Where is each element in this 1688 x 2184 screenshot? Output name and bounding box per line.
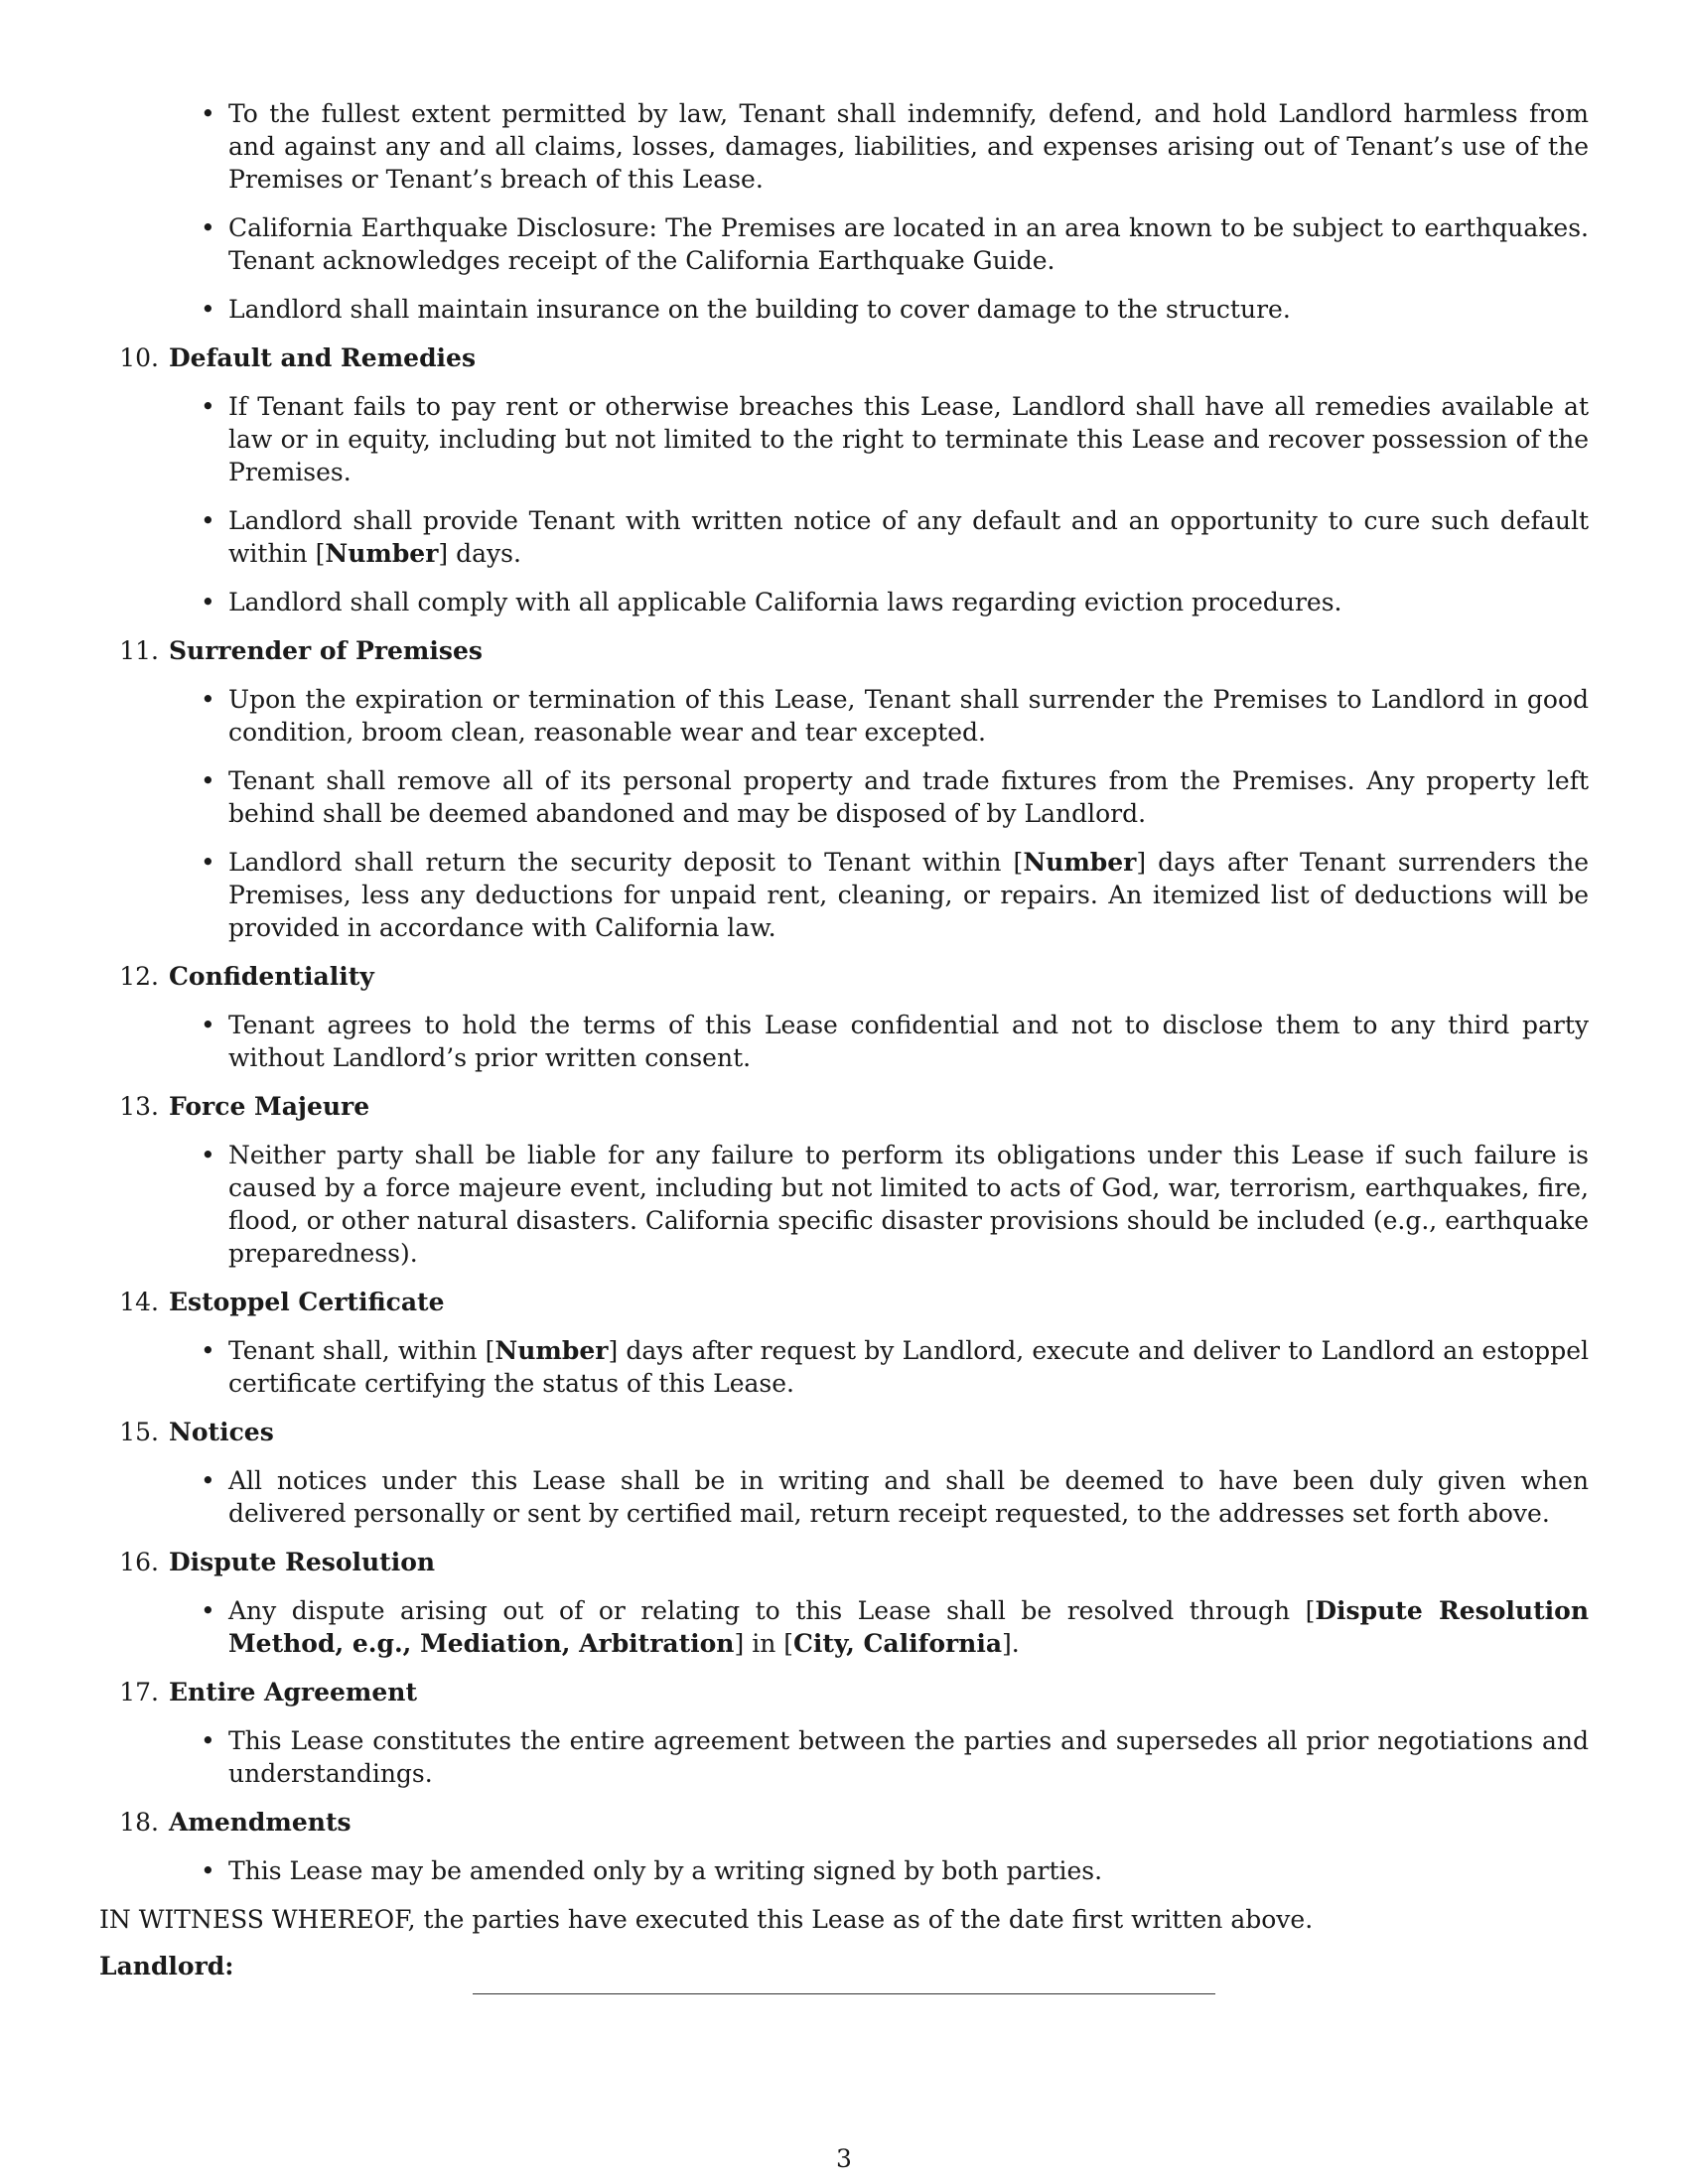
section	[99, 1090, 1589, 1270]
bullet-text: ] days after request by Landlord, execute and deliver to Landlord an estoppel certificate certifying the status of this Lease.	[228, 1336, 1589, 1398]
bullet-text: If Tenant fails to pay rent or otherwise breaches this Lease, Landlord shall have all remedies available at law or in equity, including but not limited to the right to terminate this Lease and recover possession of the Premises.	[228, 392, 1589, 486]
bullet-text: Landlord shall return the security deposit to Tenant within [	[228, 848, 1024, 877]
bullet-item	[99, 764, 1589, 830]
page-number: 3	[836, 2144, 852, 2173]
bullet-dot-icon: •	[201, 1336, 215, 1365]
bullet-item	[99, 1594, 1589, 1660]
placeholder-text: Number	[1023, 848, 1137, 877]
section-title: Estoppel Certificate	[169, 1288, 445, 1316]
bullet-item	[99, 1009, 1589, 1074]
bullet-text: ] days after Tenant surrenders the Premises, less any deductions for unpaid rent, cleaning, or repairs. An itemized list of deductions will be provided in accordance with California law.	[228, 848, 1589, 942]
section-title: Default and Remedies	[169, 343, 477, 372]
section	[99, 1286, 1589, 1400]
bullet-text: All notices under this Lease shall be in writing and shall be deemed to have been duly given when delivered personally or sent by certified mail, return receipt requested, to the addresses set forth above.	[228, 1466, 1589, 1528]
bullet-dot-icon: •	[201, 99, 215, 128]
bullet-text: Landlord shall comply with all applicable California laws regarding eviction procedures.	[228, 588, 1342, 616]
bullet-item	[99, 504, 1589, 570]
bullet-dot-icon: •	[201, 1726, 215, 1755]
witness-clause: IN WITNESS WHEREOF, the parties have executed this Lease as of the date first written above.	[99, 1905, 1314, 1934]
bullet-item	[99, 211, 1589, 277]
bullet-dot-icon: •	[201, 392, 215, 421]
section-title: Force Majeure	[169, 1092, 370, 1121]
section-number: 16.	[119, 1548, 159, 1576]
bullet-text: ] days.	[438, 539, 521, 568]
section-9-continued-bullets	[99, 97, 1589, 326]
bullet-dot-icon: •	[201, 506, 215, 535]
section-title: Entire Agreement	[169, 1678, 417, 1706]
section-title: Notices	[169, 1418, 274, 1446]
section-heading	[99, 1416, 1589, 1448]
bullet-text: Landlord shall provide Tenant with written notice of any default and an opportunity to cure such default within [	[228, 506, 1589, 568]
lease-sections	[99, 341, 1589, 1887]
section-number: 15.	[119, 1418, 159, 1446]
placeholder-text: Number	[494, 1336, 609, 1365]
lease-document	[99, 97, 1589, 1982]
landlord-signature-line	[473, 1993, 1215, 1994]
bullet-item	[99, 1724, 1589, 1790]
section-number: 12.	[119, 962, 159, 991]
section	[99, 1676, 1589, 1790]
bullet-text: ] in [	[734, 1629, 793, 1658]
bullet-dot-icon: •	[201, 766, 215, 795]
landlord-label: Landlord:	[99, 1952, 234, 1980]
bullet-dot-icon: •	[201, 848, 215, 877]
bullet-dot-icon: •	[201, 588, 215, 616]
bullet-dot-icon: •	[201, 295, 215, 324]
section	[99, 341, 1589, 618]
section-title: Surrender of Premises	[169, 636, 483, 665]
placeholder-text: Number	[325, 539, 439, 568]
section	[99, 1546, 1589, 1660]
section-heading	[99, 1090, 1589, 1123]
bullet-item	[99, 1854, 1589, 1887]
bullet-dot-icon: •	[201, 1596, 215, 1625]
section	[99, 1806, 1589, 1887]
section-heading	[99, 634, 1589, 667]
section-number: 17.	[119, 1678, 159, 1706]
section-heading	[99, 1546, 1589, 1578]
bullet-text: Landlord shall maintain insurance on the building to cover damage to the structure.	[228, 295, 1291, 324]
section-heading	[99, 1676, 1589, 1708]
bullet-dot-icon: •	[201, 1466, 215, 1495]
bullet-dot-icon: •	[201, 213, 215, 242]
bullet-text: ].	[1002, 1629, 1020, 1658]
section-title: Dispute Resolution	[169, 1548, 436, 1576]
bullet-text: California Earthquake Disclosure: The Premises are located in an area known to be subject to earthquakes. Tenant acknowledges receipt of the California Earthquake Guide.	[228, 213, 1589, 275]
bullet-item	[99, 683, 1589, 749]
section-number: 13.	[119, 1092, 159, 1121]
section-heading	[99, 960, 1589, 993]
bullet-item	[99, 97, 1589, 196]
section-heading	[99, 341, 1589, 374]
section-heading	[99, 1806, 1589, 1839]
bullet-dot-icon: •	[201, 1141, 215, 1169]
bullet-dot-icon: •	[201, 685, 215, 714]
bullet-text: Any dispute arising out of or relating to this Lease shall be resolved through [	[228, 1596, 1316, 1625]
section	[99, 1416, 1589, 1530]
placeholder-text: City, California	[793, 1629, 1003, 1658]
section-number: 18.	[119, 1808, 159, 1837]
bullet-text: This Lease constitutes the entire agreement between the parties and supersedes all prior negotiations and understandings.	[228, 1726, 1589, 1788]
bullet-item	[99, 1139, 1589, 1270]
bullet-text: Upon the expiration or termination of this Lease, Tenant shall surrender the Premises to Landlord in good condition, broom clean, reasonable wear and tear excepted.	[228, 685, 1589, 747]
section	[99, 960, 1589, 1074]
section-number: 11.	[119, 636, 159, 665]
section	[99, 634, 1589, 944]
section-title: Amendments	[169, 1808, 352, 1837]
placeholder-text: Dispute Resolution Method, e.g., Mediation, Arbitration	[228, 1596, 1589, 1658]
bullet-item	[99, 1334, 1589, 1400]
bullet-dot-icon: •	[201, 1011, 215, 1039]
bullet-text: Tenant shall, within [	[228, 1336, 495, 1365]
bullet-text: Neither party shall be liable for any failure to perform its obligations under this Lease if such failure is caused by a force majeure event, including but not limited to acts of God, war, terrorism, earthquakes, fire, flood, or other natural disasters. California specific disaster provisions should be included (e.g., earthquake preparedness).	[228, 1141, 1589, 1268]
section-heading	[99, 1286, 1589, 1318]
bullet-item	[99, 1464, 1589, 1530]
bullet-item	[99, 390, 1589, 488]
section-title: Confidentiality	[169, 962, 374, 991]
bullet-text: To the fullest extent permitted by law, Tenant shall indemnify, defend, and hold Landlord harmless from and against any and all claims, losses, damages, liabilities, and expenses arising out of Tenant’s use of the Premises or Tenant’s breach of this Lease.	[228, 99, 1589, 194]
bullet-text: Tenant shall remove all of its personal property and trade fixtures from the Premises. Any property left behind shall be deemed abandoned and may be disposed of by Landlord.	[228, 766, 1589, 828]
bullet-item	[99, 846, 1589, 944]
section-number: 10.	[119, 343, 159, 372]
section-number: 14.	[119, 1288, 159, 1316]
bullet-item	[99, 586, 1589, 618]
bullet-dot-icon: •	[201, 1856, 215, 1885]
bullet-item	[99, 293, 1589, 326]
bullet-text: This Lease may be amended only by a writing signed by both parties.	[228, 1856, 1103, 1885]
bullet-text: Tenant agrees to hold the terms of this Lease confidential and not to disclose them to any third party without Landlord’s prior written consent.	[228, 1011, 1589, 1072]
